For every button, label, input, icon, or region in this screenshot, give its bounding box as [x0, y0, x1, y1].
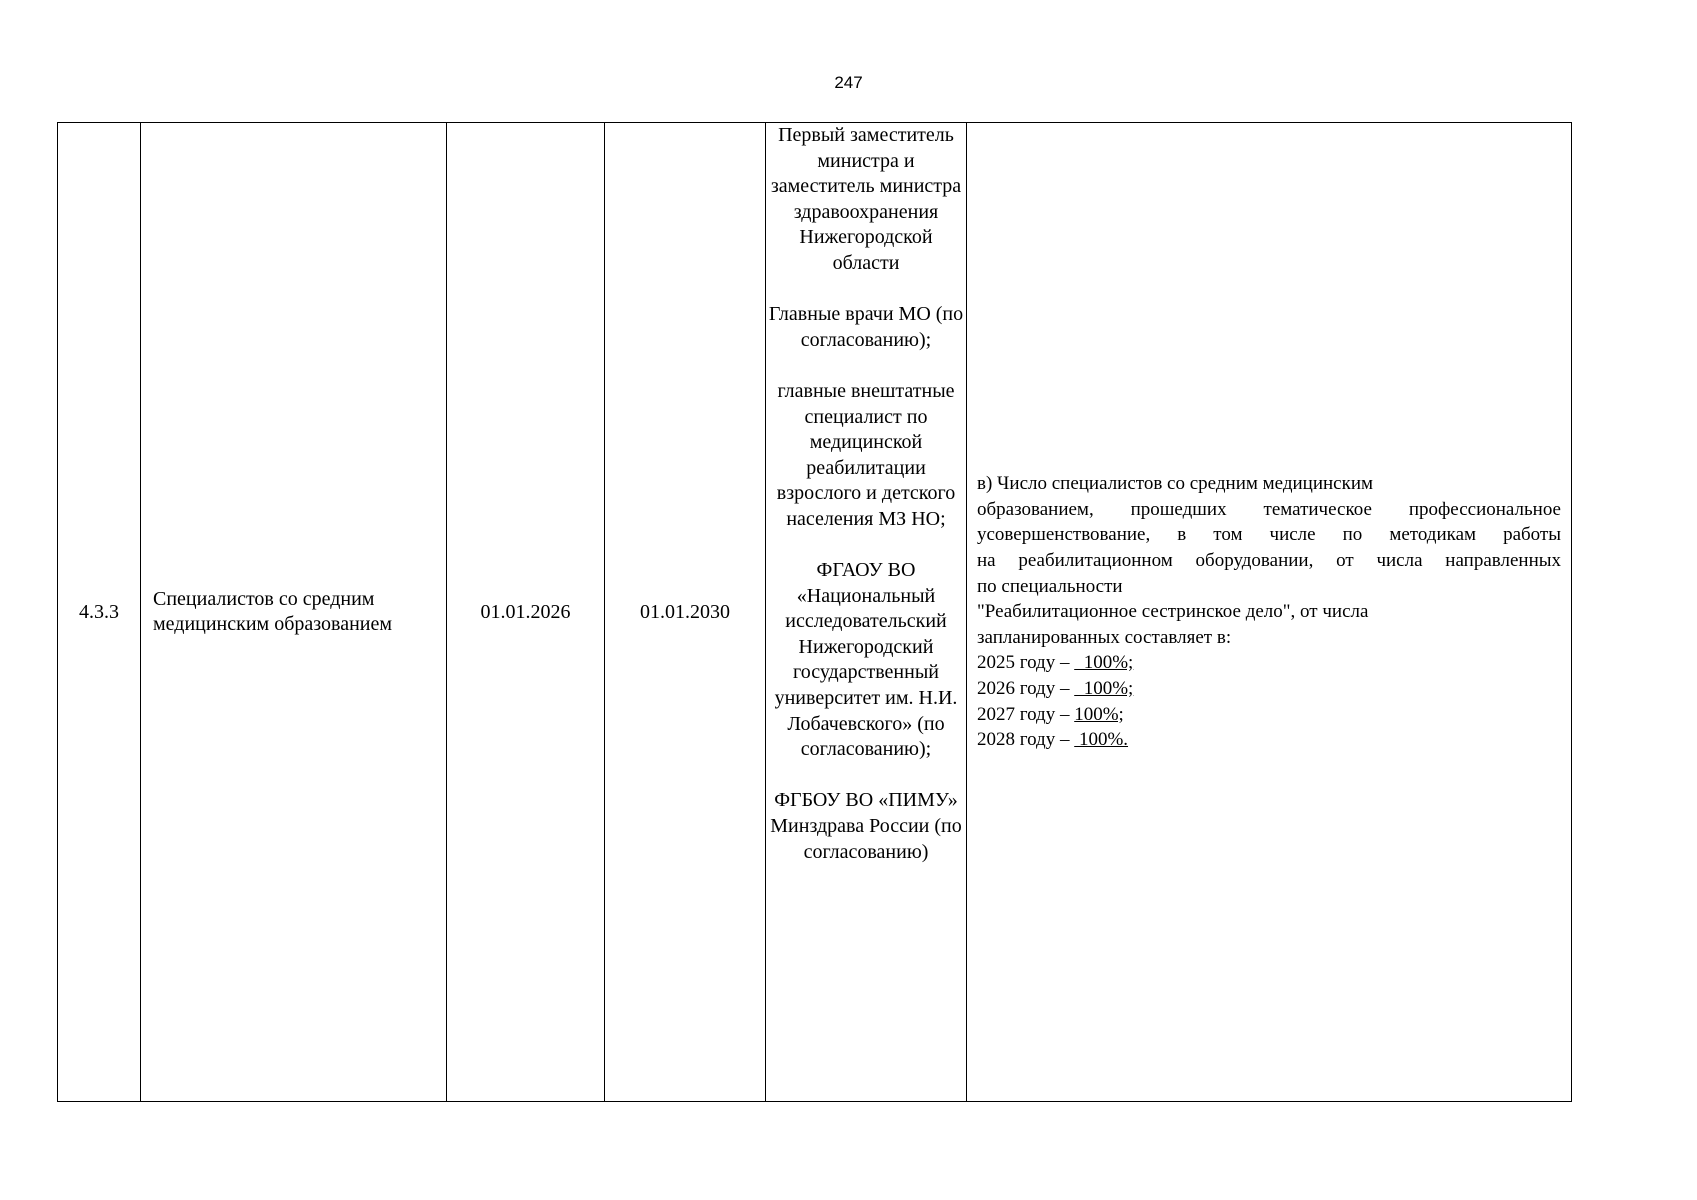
- row-number: 4.3.3: [79, 600, 119, 623]
- responsible-entry: ФГАОУ ВО «Национальный исследовательский Нижегородский государственный университет им. Н.И. Лобачевского» (по согласованию);: [774, 559, 958, 761]
- start-date: 01.01.2026: [480, 600, 571, 623]
- measure-name-line: Специалистов со средним: [153, 588, 375, 610]
- responsible-cell: [766, 123, 967, 1102]
- responsible-entry: главные внештатные специалист по медицинской реабилитации взрослого и детского населения МЗ НО;: [776, 379, 956, 530]
- responsible-entry: ФГБОУ ВО «ПИМУ» Минздрава России (по согласованию): [770, 789, 962, 863]
- year-label: 2027 году –: [977, 703, 1075, 725]
- table-row: [58, 123, 1572, 1102]
- end-date-cell: [605, 123, 766, 1102]
- indicator-text-line: образованием, прошедших тематическое профессиональное: [977, 498, 1561, 520]
- indicator-text-line: в) Число специалистов со средним медицинским: [977, 473, 1374, 495]
- year-target-line: [977, 676, 1561, 702]
- year-label: 2026 году –: [977, 677, 1075, 699]
- indicator-text-line: запланированных составляет в:: [977, 626, 1232, 648]
- indicator-text-line: "Реабилитационное сестринское дело", от числа: [977, 601, 1369, 623]
- year-label: 2025 году –: [977, 652, 1075, 674]
- year-value: 100%;: [1074, 677, 1134, 699]
- responsible-entry: Главные врачи МО (по согласованию);: [768, 303, 964, 351]
- responsible-entry: Первый заместитель министра и заместитель министра здравоохранения Нижегородской области: [770, 124, 962, 274]
- page-number: 247: [834, 73, 863, 92]
- measure-name-cell: [141, 123, 447, 1102]
- year-target-line: [977, 702, 1561, 728]
- measure-name-line: медицинским образованием: [153, 613, 393, 635]
- indicator-text-line: усовершенствование, в том числе по методикам работы: [977, 524, 1561, 546]
- indicator-text-line: на реабилитационном оборудовании, от числа направленных: [977, 550, 1561, 572]
- end-date: 01.01.2030: [640, 600, 730, 623]
- year-target-line: [977, 650, 1561, 676]
- year-value: 100%;: [1074, 652, 1134, 674]
- measures-table: [57, 122, 1572, 1102]
- year-value: 100%;: [1074, 703, 1124, 725]
- year-target-line: [977, 727, 1561, 753]
- start-date-cell: [447, 123, 605, 1102]
- row-number-cell: [58, 123, 141, 1102]
- year-value: 100%.: [1074, 729, 1129, 751]
- indicator-cell: [967, 123, 1572, 1102]
- year-label: 2028 году –: [977, 729, 1075, 751]
- indicator-text-line: по специальности: [977, 575, 1123, 597]
